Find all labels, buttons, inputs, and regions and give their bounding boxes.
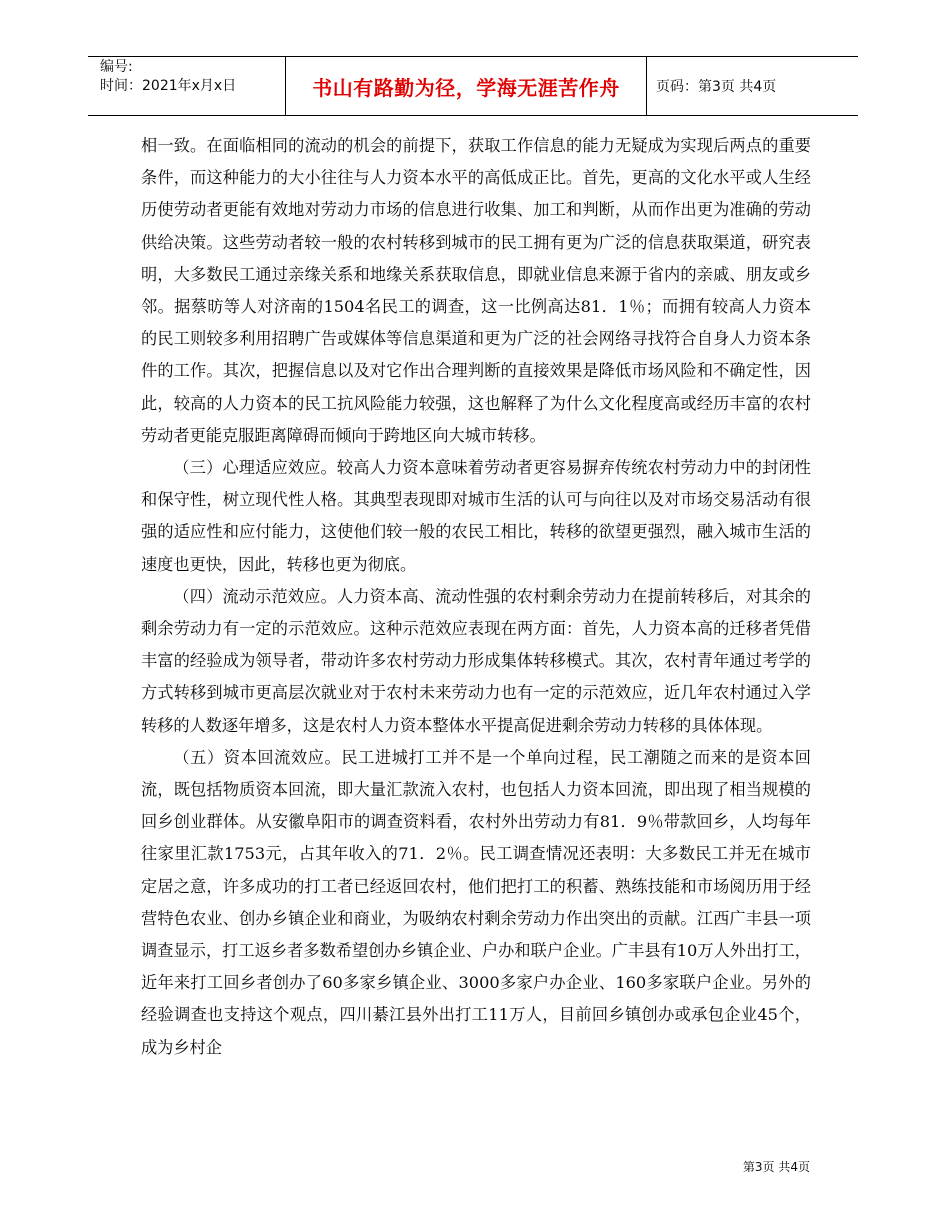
header-motto: 书山有路勤为径，学海无涯苦作舟 — [285, 57, 647, 115]
header-page-number: 页码：第3页 共4页 — [656, 79, 777, 95]
paragraph: （三）心理适应效应。较高人力资本意味着劳动者更容易摒弃传统农村劳动力中的封闭性和保守性，树立现代性人格。其典型表现即对城市生活的认可与向往以及对市场交易活动有很强的适应性和应付能力，这使他们较一般的农民工相比，转移的欲望更强烈，融入城市生活的速度也更快，因此，转移也更为彻底。 — [141, 458, 811, 574]
document-time-label: 时间：2021年x月x日 — [100, 78, 237, 94]
page-header — [88, 56, 858, 116]
footer-page-number: 第3页 共4页 — [742, 1160, 810, 1174]
header-meta — [100, 57, 285, 115]
paragraph: 相一致。在面临相同的流动的机会的前提下，获取工作信息的能力无疑成为实现后两点的重要条件，而这种能力的大小往往与人力资本水平的高低成正比。首先，更高的文化水平或人生经历使劳动者更能有效地对劳动力市场的信息进行收集、加工和判断，从而作出更为准确的劳动供给决策。这些劳动者较一般的农村转移到城市的民工拥有更为广泛的信息获取渠道，研究表明，大多数民工通过亲缘关系和地缘关系获取信息，即就业信息来源于省内的亲戚、朋友或乡邻。据蔡昉等人对济南的1504名民工的调查，这一比例高达81．1％；而拥有较高人力资本的民工则较多利用招聘广告或媒体等信息渠道和更为广泛的社会网络寻找符合自身人力资本条件的工作。其次，把握信息以及对它作出合理判断的直接效果是降低市场风险和不确定性，因此，较高的人力资本的民工抗风险能力较强，这也解释了为什么文化程度高或经历丰富的农村劳动者更能克服距离障碍而倾向于跨地区向大城市转移。 — [141, 136, 811, 445]
paragraph: （五）资本回流效应。民工进城打工并不是一个单向过程，民工潮随之而来的是资本回流，既包括物质资本回流，即大量汇款流入农村，也包括人力资本回流，即出现了相当规模的回乡创业群体。从安徽阜阳市的调查资料看，农村外出劳动力有81．9％带款回乡，人均每年往家里汇款1753元，占其年收入的71．2％。民工调查情况还表明：大多数民工并无在城市定居之意，许多成功的打工者已经返回农村，他们把打工的积蓄、熟练技能和市场阅历用于经营特色农业、创办乡镇企业和商业，为吸纳农村剩余劳动力作出突出的贡献。江西广丰县一项调查显示，打工返乡者多数希望创办乡镇企业、户办和联户企业。广丰县有10万人外出打工，近年来打工回乡者创办了60多家乡镇企业、3000多家户办企业、160多家联户企业。另外的经验调查也支持这个观点，四川綦江县外出打工11万人，目前回乡镇创办或承包企业45个，成为乡村企 — [141, 747, 811, 1057]
document-body — [141, 130, 811, 1064]
document-number-label: 编号: — [100, 59, 133, 75]
paragraph: （四）流动示范效应。人力资本高、流动性强的农村剩余劳动力在提前转移后，对其余的剩余劳动力有一定的示范效应。这种示范效应表现在两方面：首先，人力资本高的迁移者凭借丰富的经验成为领导者，带动许多农村劳动力形成集体转移模式。其次，农村青年通过考学的方式转移到城市更高层次就业对于农村未来劳动力也有一定的示范效应，近几年农村通过入学转移的人数逐年增多，这是农村人力资本整体水平提高促进剩余劳动力转移的具体体现。 — [141, 586, 811, 735]
